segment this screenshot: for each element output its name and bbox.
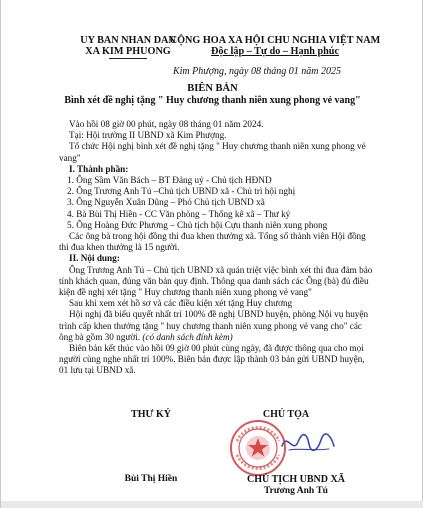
section-2-para-2: Sau khi xem xét hồ sơ và các điều kiện xét tặng Huy chương (69, 298, 293, 309)
bottom-edge (1, 501, 423, 508)
chair-signature (279, 428, 337, 458)
secretary-name: Bùi Thị Hiền (124, 474, 178, 484)
nation-line: CỘNG HOA XA HỘI CHU NGHIA VIỆT NAM (169, 35, 381, 46)
agency-line-1: UY BAN NHAN DAN (80, 35, 176, 46)
section-1-heading: I. Thành phần: (69, 163, 129, 174)
section-2-para-1: Ông Trương Anh Tú – Chủ tịch UBND xã quán triệt việc bình xét thi đua đảm bảo tính khách quan, đúng văn bản quy định. Thông qua danh sách các Ông (bà) đủ điều kiện đề nghị xét tặng " Huy chương thanh niên xung phong vẻ vang" (59, 264, 373, 298)
agency-underline (109, 58, 147, 59)
member-item: 4. Bà Bùi Thị Hiền - CC Văn phòng – Thống kê xã – Thư ký (67, 208, 291, 219)
member-item: 1. Ông Sầm Văn Bách – BT Đảng uỷ - Chủ tịch HĐND (67, 175, 272, 186)
chair-title: CHỦ TỌA (262, 409, 310, 420)
agency-line-2: XA KIM PHUONG (85, 46, 171, 57)
member-item: 3. Ông Nguyễn Xuân Dũng – Phó Chủ tịch UBND xã (67, 197, 265, 208)
intro-organize: Tổ chức Hội nghị bình xét đề nghị tặng " Huy chương thanh niên xung phong vẻ vang" (59, 141, 366, 163)
chair-name: Trương Anh Tú (264, 486, 328, 496)
document-body (59, 119, 374, 377)
intro-place: Tại: Hội trường II UBND xã Kim Phượng. (69, 130, 227, 141)
section-2-para-3 (59, 309, 374, 343)
document-subtitle: Bình xét đề nghị tặng " Huy chương thanh niên xung phong vẻ vang" (64, 95, 361, 106)
chair-role: CHỦ TỊCH UBND XÃ (247, 474, 345, 485)
nation-header (169, 35, 381, 57)
resolution-text: Hội nghị đã biểu quyết nhất trí 100% đề nghị UBND huyện, phòng Nội vụ huyện trình cấp khen thưởng tặng " huy chương thanh niên xung phong vẻ vang cho" các ông bà gồm 30 người. (59, 309, 369, 342)
motto: Độc lập – Tự do – Hạnh phúc (211, 46, 339, 57)
section-1-note: Các ông bà trong hội đồng thi đua khen thưởng xã. Tổng số thành viên Hội đồng thi đua khen thưởng là 15 người. (59, 231, 366, 253)
secretary-title: THƯ KÝ (131, 409, 171, 420)
document-title: BIÊN BẢN (187, 83, 238, 94)
date-line: Kim Phượng, ngày 08 tháng 01 năm 2025 (172, 66, 341, 77)
intro-time: Vào hồi 08 giờ 00 phút, ngày 08 tháng 01 năm 2024. (69, 119, 264, 129)
member-item: 2. Ông Trương Anh Tú –Chủ tịch UBND xã - Chủ trì hội nghị (67, 186, 296, 197)
member-item: 5. Ông Hoàng Đức Phương – Chủ tịch hội Cựu thanh niên xung phong (67, 219, 328, 230)
section-2-heading: II. Nội dung: (69, 253, 120, 264)
attachment-note: (có danh sách đính kèm) (142, 331, 233, 342)
section-2-para-4: Biên bản kết thúc vào hồi 09 giờ 00 phút cùng ngày, đã được thông qua cho mọi người cùng nghe nhất trí 100%. Biên bản được lập thành 03 bản gửi UBND huyện, 01 lưu tại UBND xã. (59, 343, 365, 376)
